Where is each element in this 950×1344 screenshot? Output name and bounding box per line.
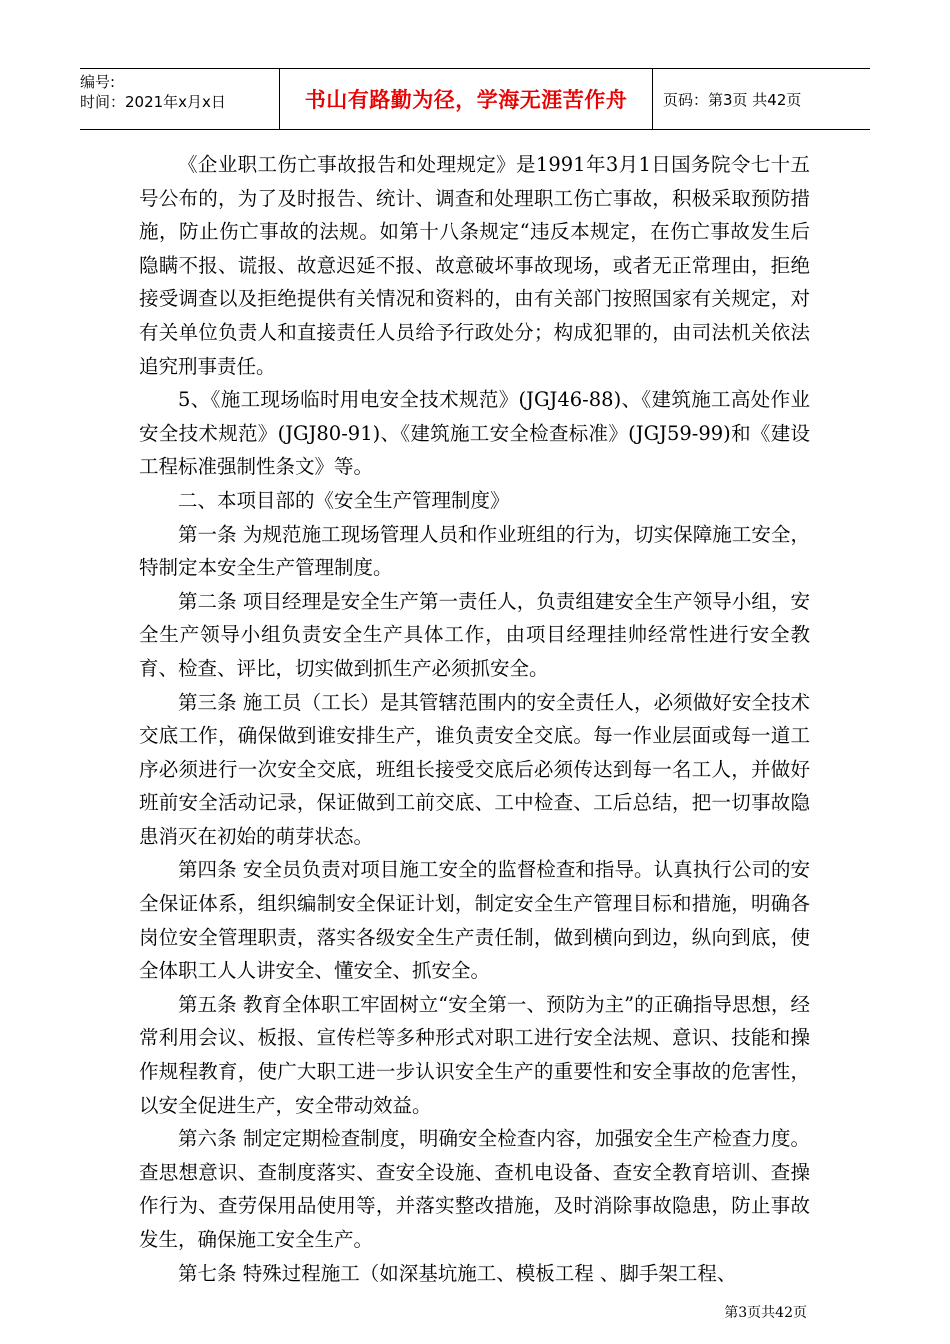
document-date-label: 时间：2021年x月x日	[80, 93, 226, 111]
paragraph: 第四条 安全员负责对项目施工安全的监督检查和指导。认真执行公司的安全保证体系，组织编制安全保证计划，制定安全生产管理目标和措施，明确各岗位安全管理职责，落实各级安全生产责任制，做到横向到边，纵向到底，使全体职工人人讲安全、懂安全、抓安全。	[139, 858, 810, 983]
paragraph: 第二条 项目经理是安全生产第一责任人，负责组建安全生产领导小组，安全生产领导小组负责安全生产具体工作，由项目经理挂帅经常性进行安全教育、检查、评比，切实做到抓生产必须抓安全。	[139, 589, 810, 680]
document-number-label: 编号:	[80, 73, 116, 91]
document-body	[139, 148, 810, 1290]
header-meta	[80, 69, 280, 129]
paragraph: 第七条 特殊过程施工（如深基坑施工、模板工程 、脚手架工程、	[178, 1261, 737, 1285]
paragraph: 《企业职工伤亡事故报告和处理规定》是1991年3月1日国务院令七十五号公布的，为了及时报告、统计、调查和处理职工伤亡事故，积极采取预防措施，防止伤亡事故的法规。如第十八条规定“违反本规定，在伤亡事故发生后隐瞒不报、谎报、故意迟延不报、故意破坏事故现场，或者无正常理由，拒绝接受调查以及拒绝提供有关情况和资料的，由有关部门按照国家有关规定，对有关单位负责人和直接责任人员给予行政处分；构成犯罪的，由司法机关依法追究刑事责任。	[139, 153, 810, 378]
header-motto: 书山有路勤为径，学海无涯苦作舟	[280, 69, 653, 129]
paragraph: 第一条 为规范施工现场管理人员和作业班组的行为，切实保障施工安全，特制定本安全生产管理制度。	[139, 522, 810, 580]
page-header	[80, 68, 870, 130]
paragraph: 第五条 教育全体职工牢固树立“安全第一、预防为主”的正确指导思想，经常利用会议、板报、宣传栏等多种形式对职工进行安全法规、意识、技能和操作规程教育，使广大职工进一步认识安全生产的重要性和安全事故的危害性，以安全促进生产，安全带动效益。	[139, 992, 810, 1117]
paragraph: 第六条 制定定期检查制度，明确安全检查内容，加强安全生产检查力度。查思想意识、查制度落实、查安全设施、查机电设备、查安全教育培训、查操作行为、查劳保用品使用等，并落实整改措施，及时消除事故隐患，防止事故发生，确保施工安全生产。	[139, 1127, 810, 1251]
paragraph: 5、《施工现场临时用电安全技术规范》(JGJ46-88)、《建筑施工高处作业安全技术规范》(JGJ80-91)、《建筑施工安全检查标准》(JGJ59-99)和《建设工程标准强制性条文》等。	[139, 388, 810, 479]
header-page-number: 页码：第3页 共42页	[663, 90, 802, 109]
section-heading: 二、本项目部的《安全生产管理制度》	[178, 488, 510, 512]
footer-page-number: 第3页共42页	[724, 1305, 807, 1321]
paragraph: 第三条 施工员（工长）是其管辖范围内的安全责任人，必须做好安全技术交底工作，确保做到谁安排生产，谁负责安全交底。每一作业层面或每一道工序必须进行一次安全交底，班组长接受交底后必须传达到每一名工人，并做好班前安全活动记录，保证做到工前交底、工中检查、工后总结，把一切事故隐患消灭在初始的萌芽状态。	[139, 690, 810, 848]
